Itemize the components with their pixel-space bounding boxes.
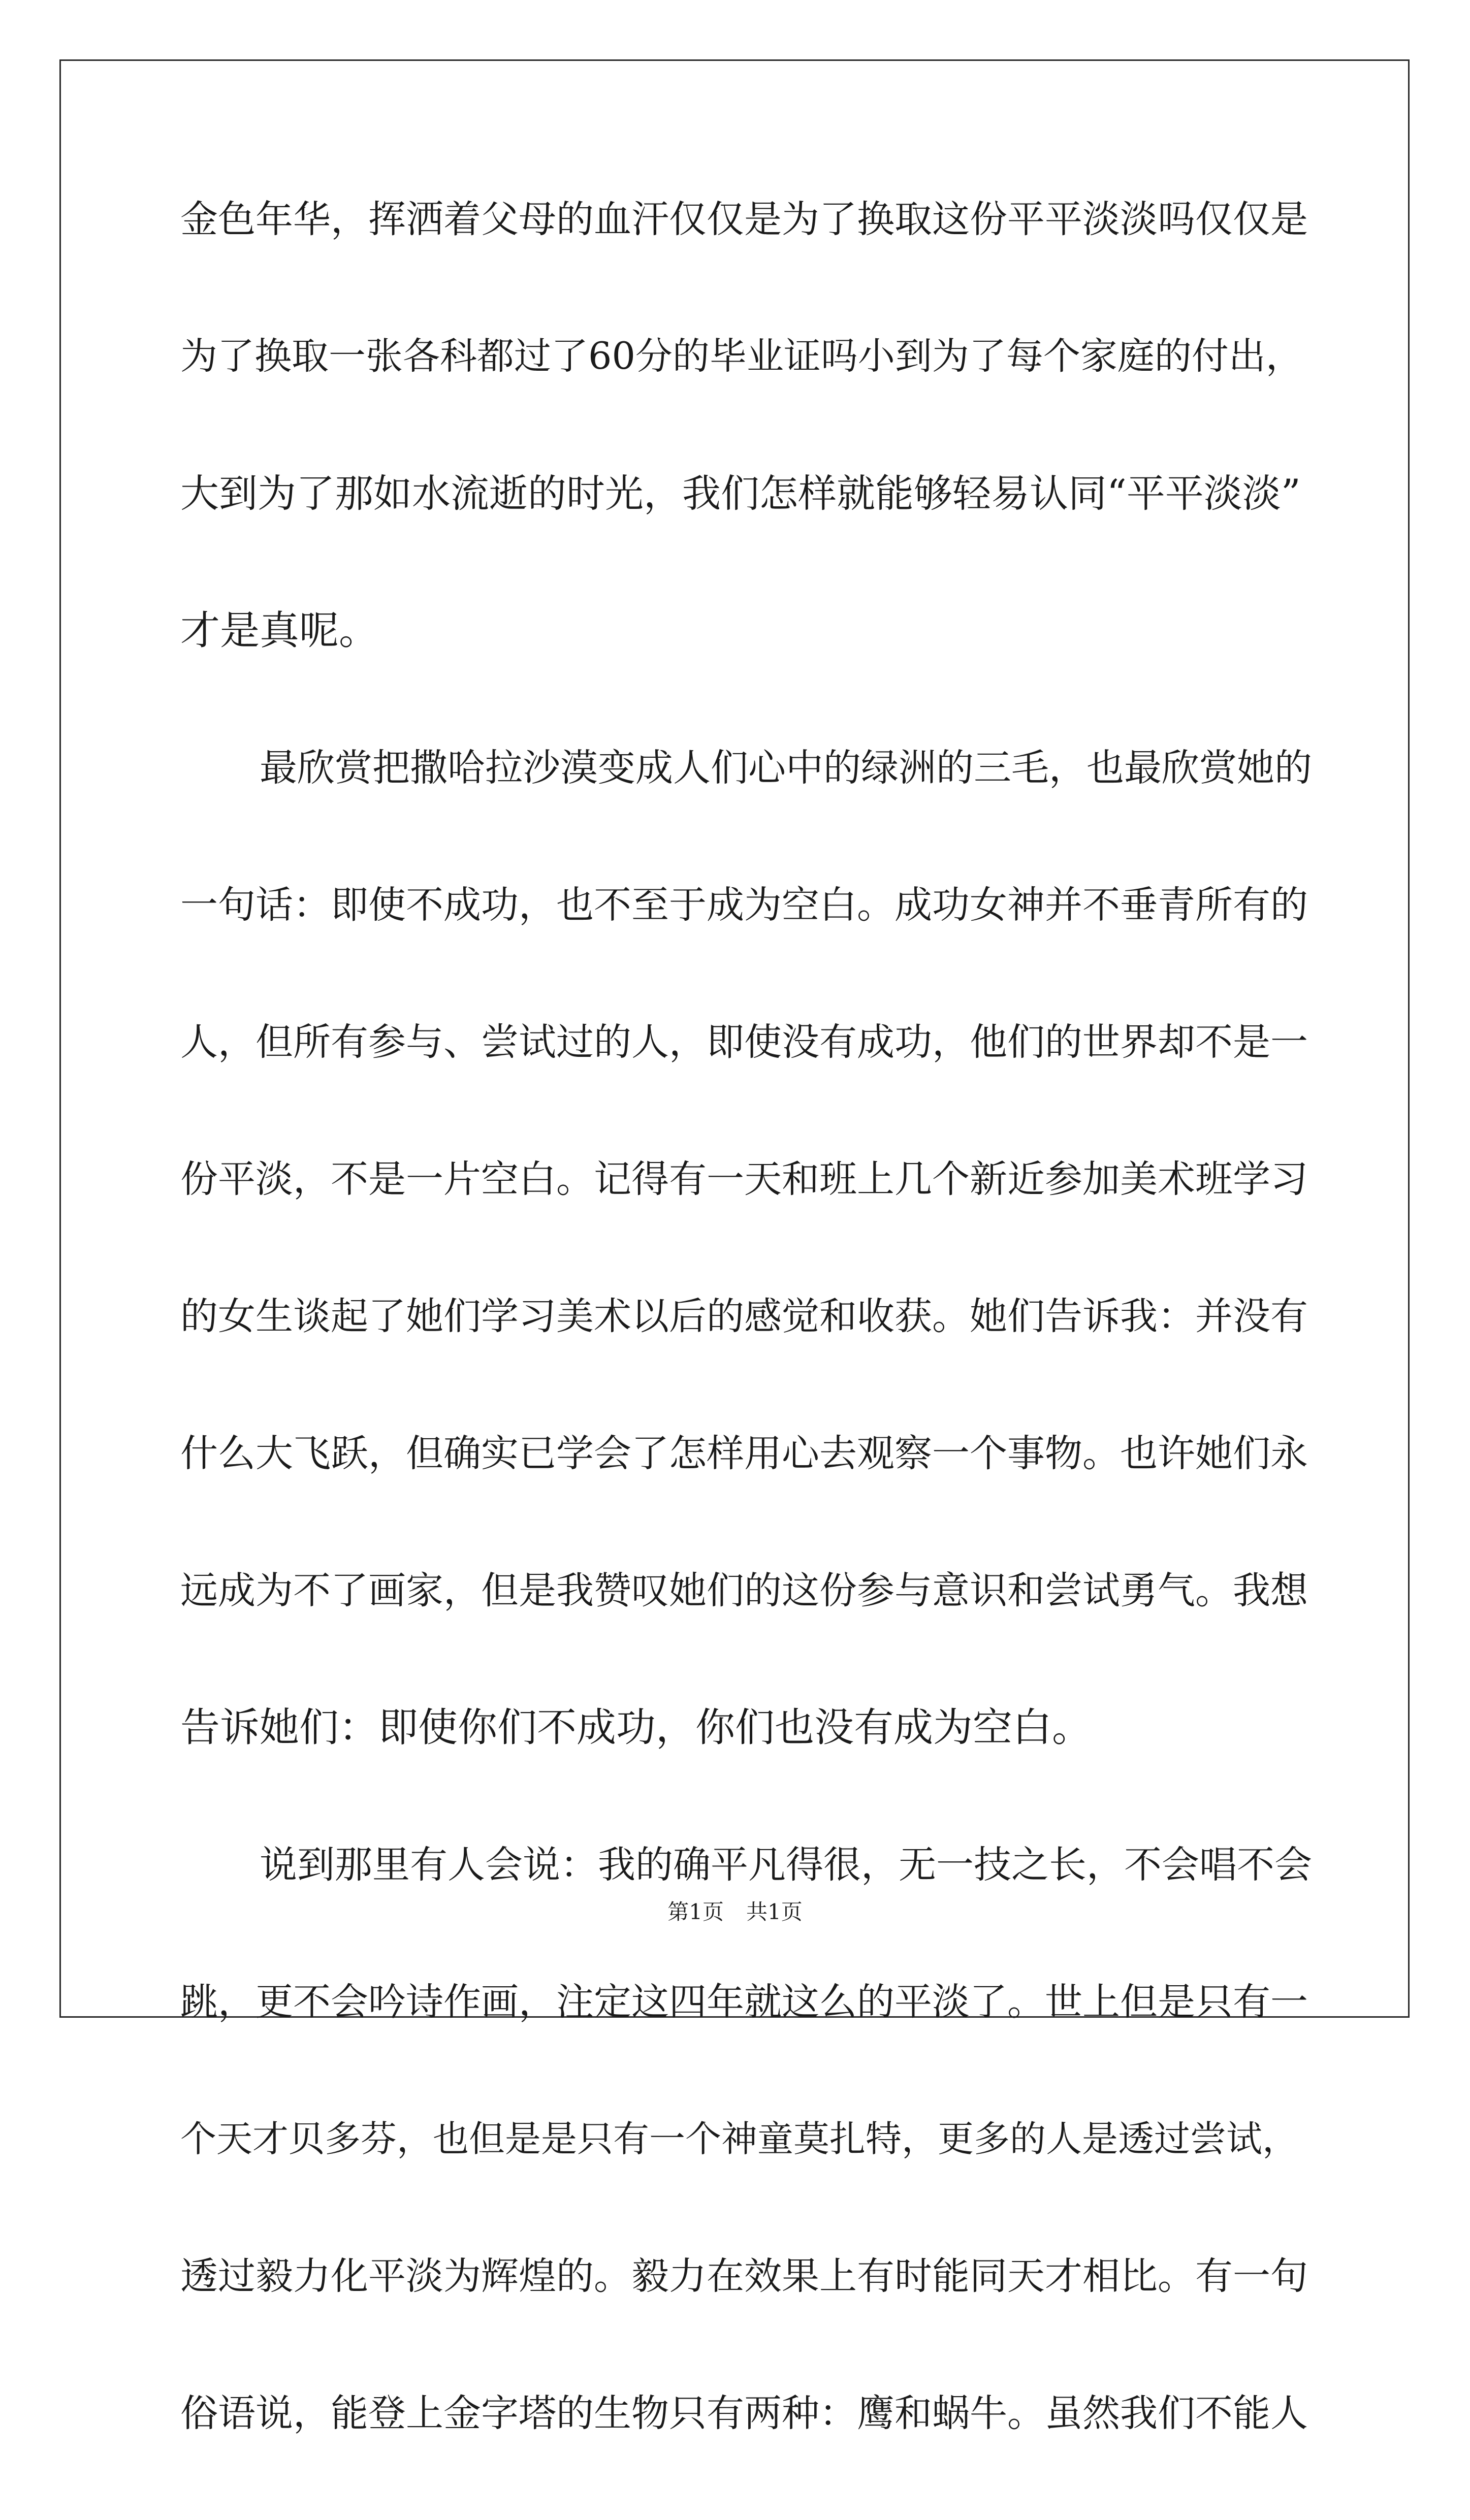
page-number: 第1页 [667, 1899, 724, 1924]
text-line: 什么大飞跃，但确实已学会了怎样用心去观察一个事物。也许她们永 [180, 1432, 1308, 1475]
text-line: 跳，更不会吟诗作画，注定这四年就这么的平淡了。世上但是只有一 [180, 1980, 1308, 2024]
paragraph-first-line: 说到那里有人会说：我的确平凡得很，无一技之长，不会唱不会 [260, 1843, 1312, 1887]
text-line: 个天才贝多芬，也但是是只有一个神童莫扎特，更多的人是透过尝试， [180, 2118, 1299, 2160]
text-line: 透过毅力化平淡为辉煌的。毅力在效果上有时能同天才相比。有一句 [180, 2254, 1308, 2298]
text-line: 的女生谈起了她们学习美术以后的感觉和收获。她们告诉我：并没有 [180, 1295, 1308, 1338]
text-line: 金色年华，挥洒着父母的血汗仅仅是为了换取这份平平淡淡吗仅仅是 [180, 198, 1308, 241]
text-line: 一句话：即使不成功，也不至于成为空白。成功女神并不垂青所有的 [180, 883, 1308, 927]
text-line: 俗语说，能登上金字塔的生物只有两种：鹰和蜗牛。虽然我们不能人 [180, 2392, 1308, 2435]
text-line: 告诉她们：即使你们不成功，你们也没有成为空白。 [180, 1705, 1092, 1751]
text-line: 份平淡，不是一片空白。记得有一天和班上几个新近参加美术班学习 [180, 1157, 1308, 1201]
text-line: 大到为了那如水流逝的时光，我们怎样就能够轻易认同“平平淡淡” [180, 471, 1301, 516]
page-footer [0, 1897, 1470, 1927]
page-total: 共1页 [746, 1899, 803, 1924]
document-body [180, 189, 1313, 2520]
text-line: 为了换取一张各科都过了60分的毕业证吗小到为了每个家庭的付出， [180, 335, 1303, 378]
paragraph-first-line: 最欣赏把撒哈拉沙漠变成人们心中的绿洲的三毛，也最欣赏她的 [260, 746, 1312, 790]
text-line: 人，但所有参与、尝试过的人，即使没有成功，他们的世界却不是一 [180, 1020, 1308, 1064]
text-line: 远成为不了画家，但是我赞叹她们的这份参与意识和尝试勇气。我想 [180, 1569, 1308, 1612]
text-line: 才是真呢。 [180, 608, 379, 654]
